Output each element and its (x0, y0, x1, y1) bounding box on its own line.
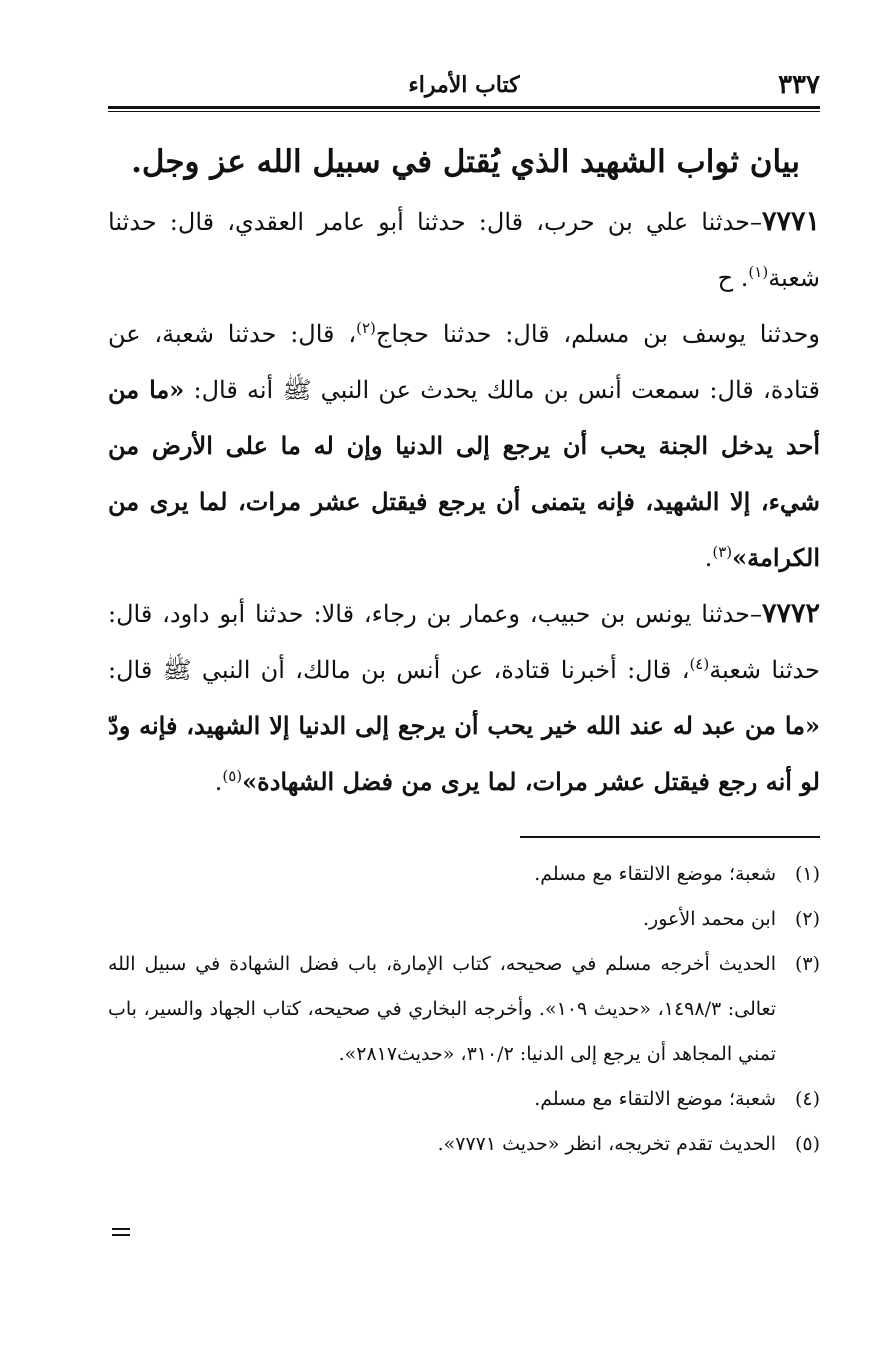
footnote-text: شعبة؛ موضع الالتقاء مع مسلم. (534, 1088, 776, 1110)
footnote-number: (٤) (794, 1088, 820, 1110)
footnote-item (108, 1077, 820, 1122)
end-period: . (704, 544, 713, 572)
page-end-mark (112, 1228, 130, 1236)
footnote-number: (٣) (794, 953, 820, 975)
footnote-item (108, 897, 820, 942)
footnote-number: (١) (794, 863, 820, 885)
footnote-ref: (٢) (356, 319, 376, 337)
footnote-ref: (٣) (712, 543, 733, 561)
footnote-text: ابن محمد الأعور. (643, 908, 776, 930)
footnote-item (108, 852, 820, 897)
matn-text: «ما من أحد يدخل الجنة يحب أن يرجع إلى الدنيا وإن له ما على الأرض من شيء، إلا الشهيد، فإنه يتمنى أن يرجع فيقتل عشر مرات، لما يرى من الكرامة» (108, 375, 820, 572)
footnotes (108, 852, 820, 1167)
main-text (108, 140, 820, 810)
footnote-item (108, 1122, 820, 1167)
page-number: ٣٣٧ (778, 70, 820, 100)
isnad-text: حدثنا يونس بن حبيب، وعمار بن رجاء، قالا: حدثنا أبو داود، قال: حدثنا شعبة (108, 600, 820, 684)
running-title: كتاب الأمراء (408, 72, 520, 98)
hadith-7771-chain2 (108, 306, 820, 586)
footnote-text: الحديث أخرجه مسلم في صحيحه، كتاب الإمارة، باب فضل الشهادة في سبيل الله تعالى: ١٤٩٨/٣، «حديث ١٠٩». وأخرجه البخاري في صحيحه، كتاب الجهاد والسير، باب تمني المجاهد أن يرجع إلى الدنيا: ٣١٠/٢، «حديث٢٨١٧». (108, 953, 777, 1065)
section-title: بيان ثواب الشهيد الذي يُقتل في سبيل الله عز وجل. (131, 144, 800, 180)
page-header (108, 66, 820, 102)
footnote-text: شعبة؛ موضع الالتقاء مع مسلم. (534, 863, 776, 885)
hadith-dash: – (749, 600, 762, 628)
hadith-dash: – (749, 208, 762, 236)
hadith-7771 (108, 194, 820, 306)
ha-mark: . ح (717, 264, 749, 292)
footnote-number: (٥) (794, 1133, 820, 1155)
hadith-7772 (108, 586, 820, 810)
footnote-rule (520, 836, 820, 838)
footnote-text: الحديث تقدم تخريجه، انظر «حديث ٧٧٧١». (437, 1133, 776, 1155)
isnad-text: ، قال: أخبرنا قتادة، عن أنس بن مالك، أن النبي ﷺ قال: (108, 656, 690, 684)
hadith-number: ٧٧٧٢ (761, 598, 820, 629)
isnad-text: وحدثنا يوسف بن مسلم، قال: حدثنا حجاج (375, 320, 820, 348)
matn-text: «ما من عبد له عند الله خير يحب أن يرجع إلى الدنيا إلا الشهيد، فإنه ودّ لو أنه رجع فيقتل عشر مرات، لما يرى من فضل الشهادة» (108, 711, 820, 796)
isnad-text: حدثنا علي بن حرب، قال: حدثنا أبو عامر العقدي، قال: حدثنا شعبة (108, 208, 820, 292)
header-rule (108, 106, 820, 112)
hadith-number: ٧٧٧١ (761, 206, 820, 237)
isnad-text: ، قال: حدثنا شعبة، عن قتادة، قال: سمعت أنس بن مالك يحدث عن النبي ﷺ أنه قال: (108, 320, 820, 404)
end-period: . (214, 768, 223, 796)
footnote-ref: (٤) (689, 655, 710, 673)
footnote-number: (٢) (794, 908, 820, 930)
footnote-ref: (١) (748, 263, 769, 281)
footnote-ref: (٥) (222, 767, 243, 785)
footnote-item (108, 942, 820, 1077)
